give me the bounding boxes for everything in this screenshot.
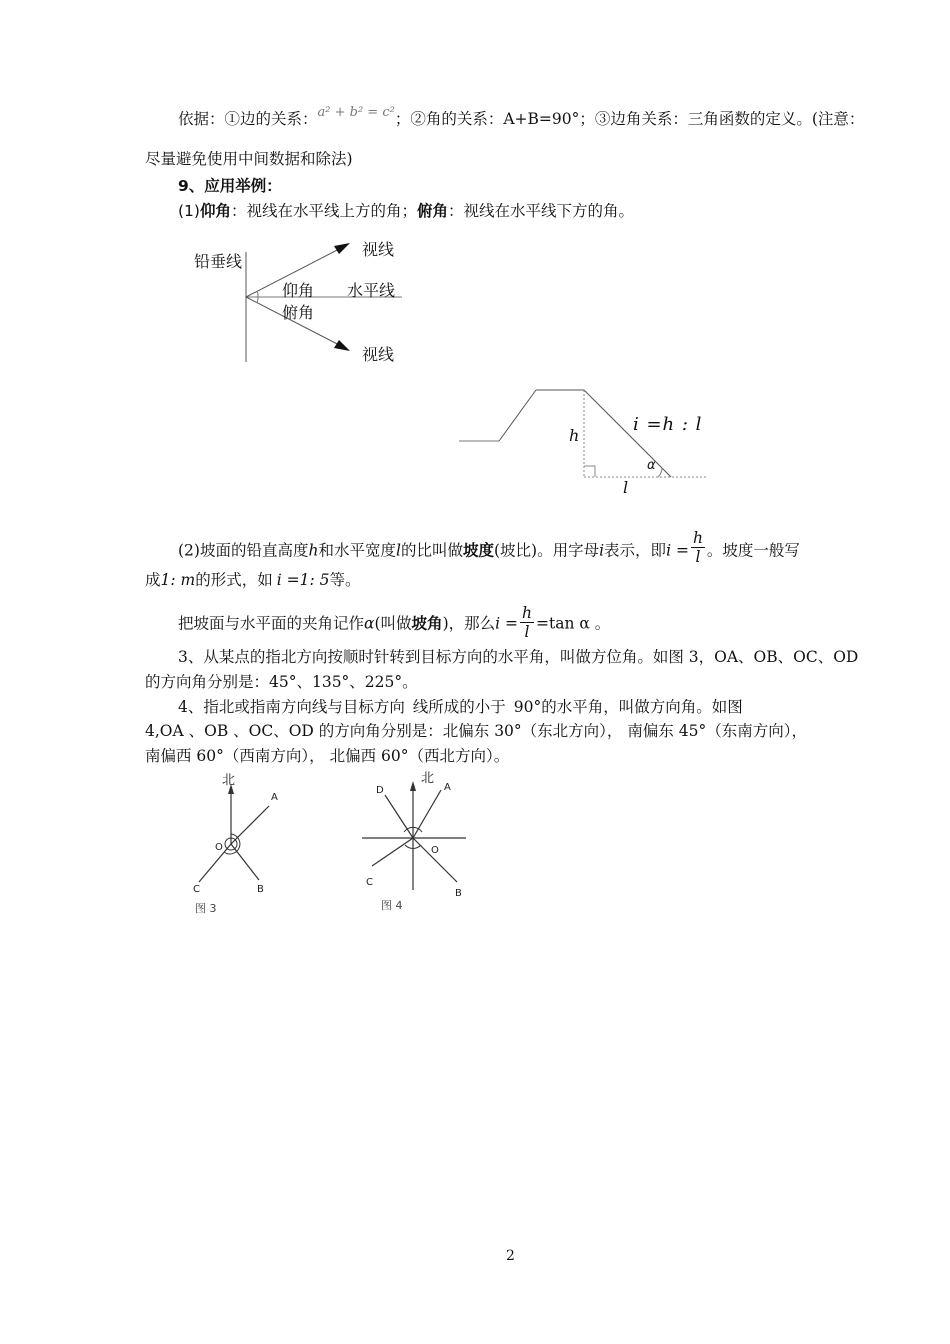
elevation-term: 仰角: [199, 202, 231, 220]
slope-term: 坡度: [462, 541, 494, 560]
fig4-b-label: B: [455, 888, 462, 899]
angle-alpha: α: [364, 614, 375, 633]
direction-line-1: 4、指北或指南方向线与目标方向 线所成的小于 90°的水平角，叫做方向角。如图: [178, 698, 743, 716]
fig4-oa: [413, 790, 441, 838]
fig4-c-label: C: [366, 877, 373, 888]
horizontal-label: 水平线: [347, 281, 396, 300]
form-text-c: 等。: [329, 571, 361, 589]
angle-fraction-num: h: [522, 604, 532, 622]
elevation-angle-label: 仰角: [282, 281, 315, 300]
fig3-c-label: C: [193, 884, 200, 895]
sight-up-label: 视线: [362, 240, 395, 259]
fig4-a-label: A: [444, 782, 451, 793]
direction-line-2: 4,OA 、OB 、OC、OD 的方向角分别是：北偏东 30°（东北方向）， 南偏东 45°（东南方向），: [145, 722, 807, 740]
azimuth-line-1: 3、从某点的指北方向按顺时针转到目标方向的水平角，叫做方位角。如图 3，OA、OB、OC、OD: [178, 648, 859, 666]
angle-eq: i =: [495, 614, 518, 633]
angle-tail: =tan α 。: [535, 614, 611, 633]
depression-def: ：视线在水平线下方的角。: [448, 202, 635, 220]
slope-i: i: [599, 541, 605, 560]
fig3-b-label: B: [257, 884, 264, 895]
depression-term: 俯角: [417, 202, 449, 220]
angle-fraction-den: l: [524, 623, 530, 641]
section-heading: 9、应用举例：: [178, 177, 282, 195]
fig4-o-label: O: [431, 845, 439, 856]
direction-line-3: 南偏西 60°（西南方向）， 北偏西 60°（西北方向）。: [145, 747, 510, 765]
angle-text-c: )，那么: [442, 614, 496, 633]
elevation-def: ：视线在水平线上方的角；: [230, 202, 417, 220]
sight-down-label: 视线: [362, 345, 395, 364]
slope-l: l: [395, 541, 401, 560]
form-ratio: 1: m: [160, 571, 196, 589]
slope-text-d: (坡比)。用字母: [493, 541, 600, 560]
slope-h: h: [308, 541, 319, 560]
angle-text-b: (叫做: [374, 614, 412, 633]
angle-text-a: 把坡面与水平面的夹角记作: [178, 614, 365, 633]
depression-angle-label: 俯角: [282, 303, 315, 322]
slope-text-a: (2)坡面的铅直高度: [178, 541, 309, 560]
fig3-caption: 图 3: [195, 902, 217, 915]
fig4-oc: [372, 838, 413, 866]
slope-text-f: 。坡度一般写: [706, 541, 800, 560]
slope-text-b: 和水平宽度: [318, 541, 396, 560]
form-text-a: 成: [145, 571, 161, 589]
fig4-d-label: D: [376, 785, 384, 796]
item1-prefix: (1): [178, 202, 200, 220]
fig4-north-arrow: [410, 781, 416, 791]
page-number: 2: [506, 1248, 515, 1264]
basis-line-cont: 尽量避免使用中间数据和除法): [145, 150, 353, 168]
angle-term: 坡角: [411, 614, 443, 633]
fraction-num: h: [692, 529, 703, 547]
fig4-caption: 图 4: [381, 899, 403, 912]
form-text-b: 的形式，如: [195, 571, 273, 589]
pythagoras-formula: a² + b² = c²: [317, 105, 395, 120]
alpha-label: α: [647, 458, 656, 473]
plumb-label: 铅垂线: [194, 252, 243, 271]
fig3-a-label: A: [271, 792, 278, 803]
slope-text-e: 表示，即: [604, 541, 667, 560]
basis-suffix: ；②角的关系：A+B=90°；③边角关系：三角函数的定义。(注意：: [394, 110, 865, 128]
azimuth-line-2: 的方向角分别是：45°、135°、225°。: [145, 673, 418, 691]
slope-eq: i =: [666, 541, 689, 560]
fig3-o-label: O: [215, 842, 223, 853]
slope-ratio-label: i =h : l: [633, 414, 703, 435]
fraction-den: l: [695, 548, 701, 566]
fig3-north-label: 北: [222, 773, 236, 788]
height-label: h: [569, 426, 580, 445]
form-example: i =1: 5: [276, 571, 330, 589]
fig4-od: [385, 795, 413, 838]
basis-prefix: 依据：①边的关系：: [178, 110, 318, 128]
fig4-north-label: 北: [421, 771, 435, 786]
width-label: l: [623, 478, 629, 497]
slope-text-c: 的比叫做: [400, 541, 463, 560]
